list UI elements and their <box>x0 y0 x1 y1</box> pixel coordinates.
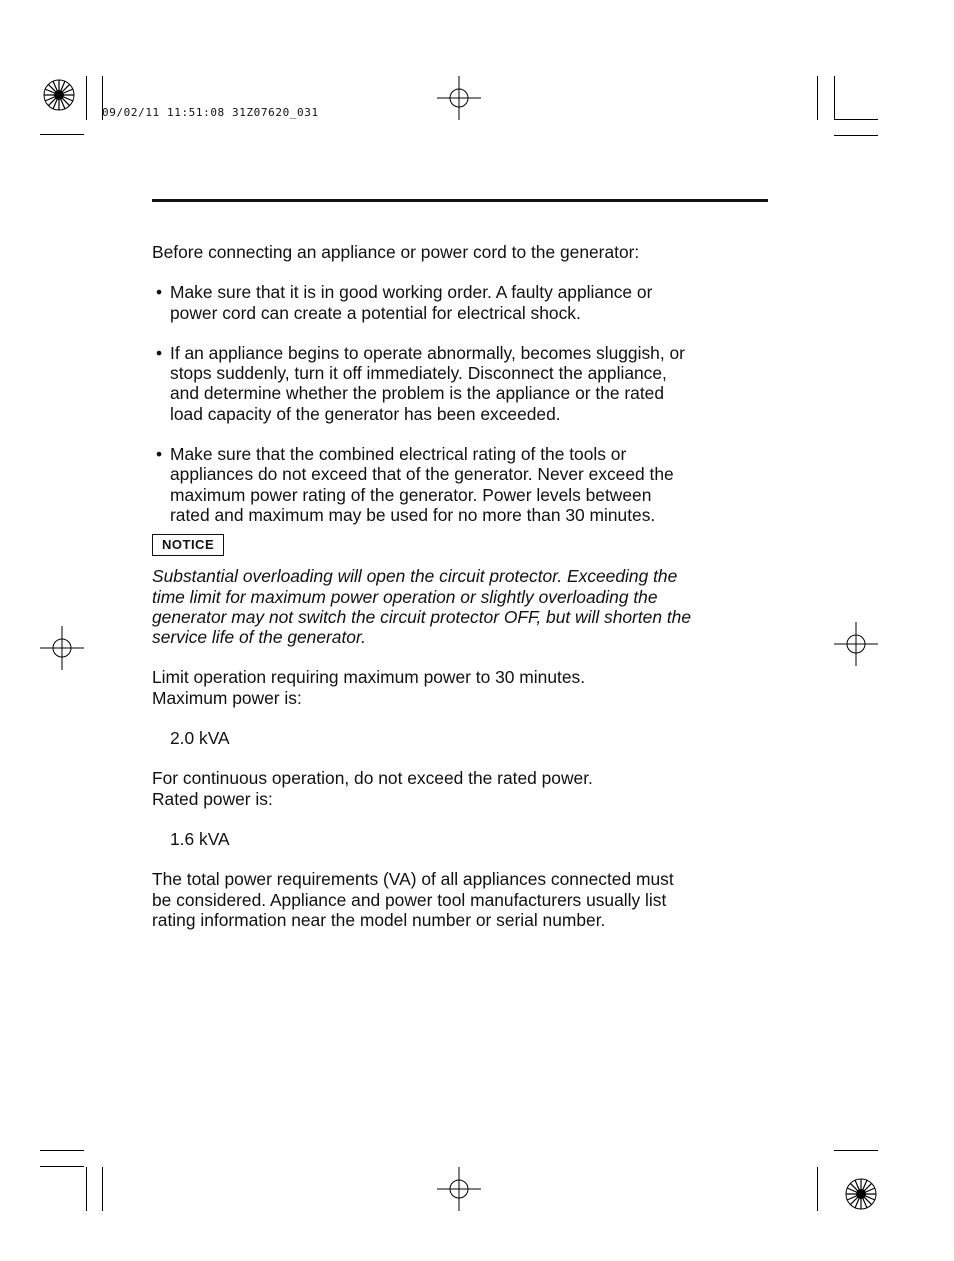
crop-mark <box>834 1150 878 1151</box>
crop-mark <box>86 1167 87 1211</box>
crop-mark <box>834 76 835 120</box>
crop-mark <box>40 1150 84 1151</box>
header-rule <box>152 199 768 202</box>
crop-mark <box>817 1167 818 1211</box>
crop-mark <box>817 76 818 120</box>
crosshair-left-icon <box>40 626 84 670</box>
max-power-value: 2.0 kVA <box>170 728 230 749</box>
intro-text: Before connecting an appliance or power cord to the generator: <box>152 242 640 262</box>
crop-mark <box>102 1167 103 1211</box>
max-power-text: Limit operation requiring maximum power to 30 minutes. <box>152 667 586 688</box>
crop-mark <box>40 1166 84 1167</box>
bullet-icon: • <box>156 282 163 303</box>
crop-mark <box>40 134 84 135</box>
crosshair-top-icon <box>437 76 481 120</box>
notice-text: Substantial overloading will open the circuit protector. Exceeding the time limit for maximum power operation or slightly overloading the generator may not switch the circuit protector OFF, but will shorten the service life of the generator. <box>152 566 692 648</box>
list-item: • If an appliance begins to operate abnormally, becomes sluggish, or stops suddenly, turn it off immediately. Disconnect the appliance, and determine whether the problem is the appliance or the rated load capacity of the generator has been exceeded. <box>156 342 685 424</box>
list-item: • Make sure that the combined electrical rating of the tools or appliances do not exceed that of the generator. Never exceed the maximum power rating of the generator. Power levels between rated and maximum may be used for no more than 30 minutes. <box>156 444 674 525</box>
rated-power-value: 1.6 kVA <box>170 828 230 849</box>
print-stamp: 09/02/11 11:51:08 31Z07620_031 <box>102 106 319 119</box>
document-body: Before connecting an appliance or power cord to the generator: • Make sure that it is in good working order. A faulty appliance or power cord can create a potential for electrical shock. • If an appliance begins to operate abnormally, becomes sluggish, or stops suddenly, turn it off immediately. Disconnect the appliance, and determine whether the problem is the appliance or the rated load capacity of the generator has been exceeded. • Make sure that the combined electrical rating of the tools or appliances do not exceed that of the generator. Never exceed the maximum power rating of the generator. Power levels between rated and maximum may be used for no more than 30 minutes. NOTICE Substantial overloading will open the circuit protector. Exceeding the time limit for maximum power operation or slightly overloading the generator may not switch the circuit protector OFF, but will shorten the service life of the generator. Limit operation requiring maximum power to 30 minutes. Maximum power is: 2.0 kVA For continuous operation, do not exceed the rated power. Rated power is: 1.6 kVA The total power requirements (VA) of all appliances connected must be considered. Appliance and power tool manufacturers usually list rating information near the model number or serial number. <box>152 242 772 930</box>
total-power-text: The total power requirements (VA) of all appliances connected must <box>152 869 674 890</box>
list-item: • Make sure that it is in good working order. A faulty appliance or power cord can create a potential for electrical shock. <box>156 282 653 323</box>
registration-target-top-left-icon <box>40 76 78 114</box>
registration-target-bottom-right-icon <box>842 1175 880 1213</box>
crosshair-right-icon <box>834 622 878 666</box>
bullet-icon: • <box>156 342 163 363</box>
crop-mark <box>86 76 87 120</box>
rated-power-text: For continuous operation, do not exceed the rated power. <box>152 768 593 789</box>
crosshair-bottom-icon <box>437 1167 481 1211</box>
crop-mark <box>834 119 878 120</box>
bullet-icon: • <box>156 444 163 465</box>
notice-badge: NOTICE <box>152 534 224 556</box>
crop-mark <box>834 135 878 136</box>
